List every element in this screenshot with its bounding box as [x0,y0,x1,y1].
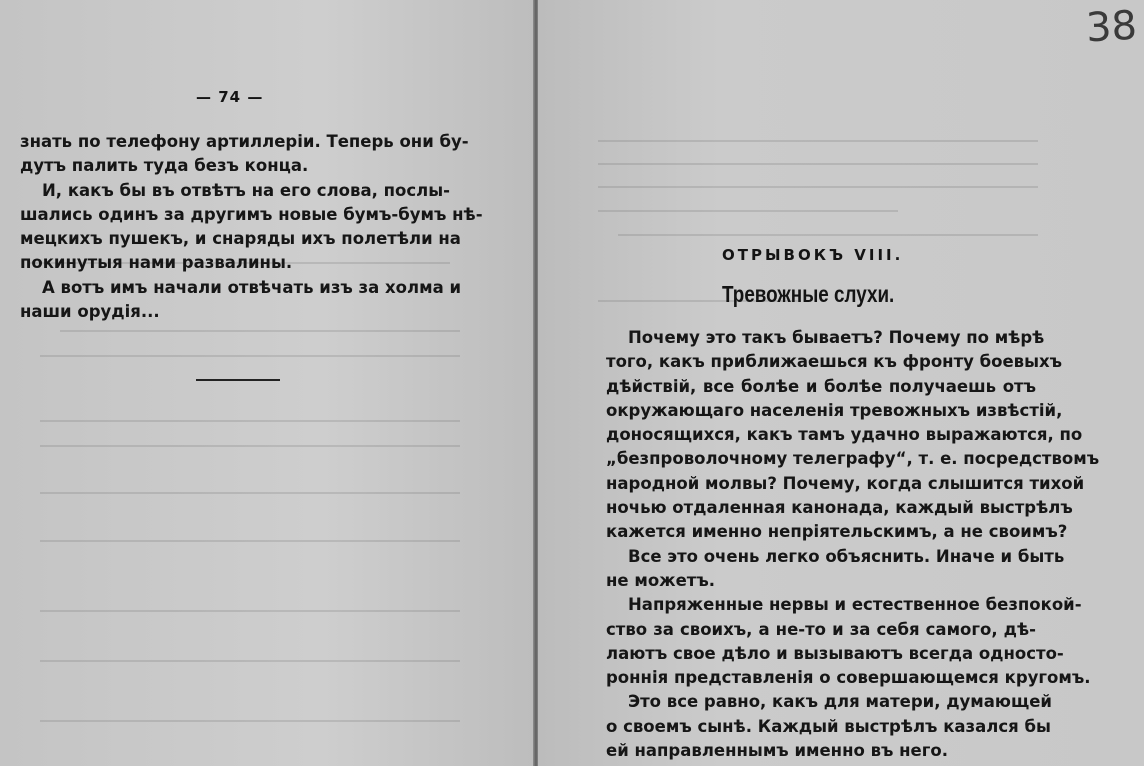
text-line: знать по телефону артиллеріи. Теперь они бу- [20,132,469,151]
text-line: дутъ палить туда безъ конца. [20,156,309,176]
text-line: ей направленнымъ именно въ него. [606,741,948,761]
text-line: дѣйствій, все болѣе и болѣе получаешь отъ [606,376,1036,396]
text-line: лаютъ свое дѣло и вызываютъ всегда односто- [606,643,1064,663]
text-line: ночью отдаленная канонада, каждый выстрѣлъ [606,498,1073,518]
page-number: — 74 — [196,88,264,106]
text-line: наши орудія... [20,302,160,322]
handwritten-page-annotation: 38 [1084,2,1139,52]
text-line: А вотъ имъ начали отвѣчать изъ за холма и [42,277,462,297]
text-line: народной молвы? Почему, когда слышится тихой [606,473,1085,493]
text-line: покинутыя нами развалины. [20,253,293,273]
text-line: Почему это такъ бываетъ? Почему по мѣрѣ [628,328,1045,347]
text-line: Все это очень легко объяснить. Иначе и быть [628,546,1065,566]
text-line: окружающаго населенія тревожныхъ извѣстій, [606,400,1063,420]
right-page-text [606,326,1100,763]
left-page [0,0,534,766]
text-line: шались одинъ за другимъ новые бумъ-бумъ нѣ- [20,204,483,224]
text-line: И, какъ бы въ отвѣтъ на его слова, послы- [42,180,450,200]
left-page-text [20,130,483,324]
text-line: ство за своихъ, а не-то и за себя самого, дѣ- [606,619,1036,639]
text-line: того, какъ приближаешься къ фронту боевыхъ [606,352,1063,372]
text-line: доносящихся, какъ тамъ удачно выражаются, по [606,425,1083,445]
section-divider [196,379,280,381]
text-line: кажется именно непріятельскимъ, а не своимъ? [606,522,1068,542]
chapter-heading: ОТРЫВОКЪ VIII. [722,246,904,264]
text-line: не можетъ. [606,570,715,590]
text-line: роннія представленія о совершающемся кругомъ. [606,668,1091,688]
text-line: Напряженные нервы и естественное безпокой- [628,595,1082,615]
chapter-title: Тревожные слухи. [722,281,895,307]
text-line: о своемъ сынѣ. Каждый выстрѣлъ казался бы [606,716,1051,736]
text-line: „безпроволочному телеграфу“, т. е. посредствомъ [606,449,1100,469]
text-line: Это все равно, какъ для матери, думающей [628,692,1052,712]
text-line: мецкихъ пушекъ, и снаряды ихъ полетѣли на [20,229,461,249]
